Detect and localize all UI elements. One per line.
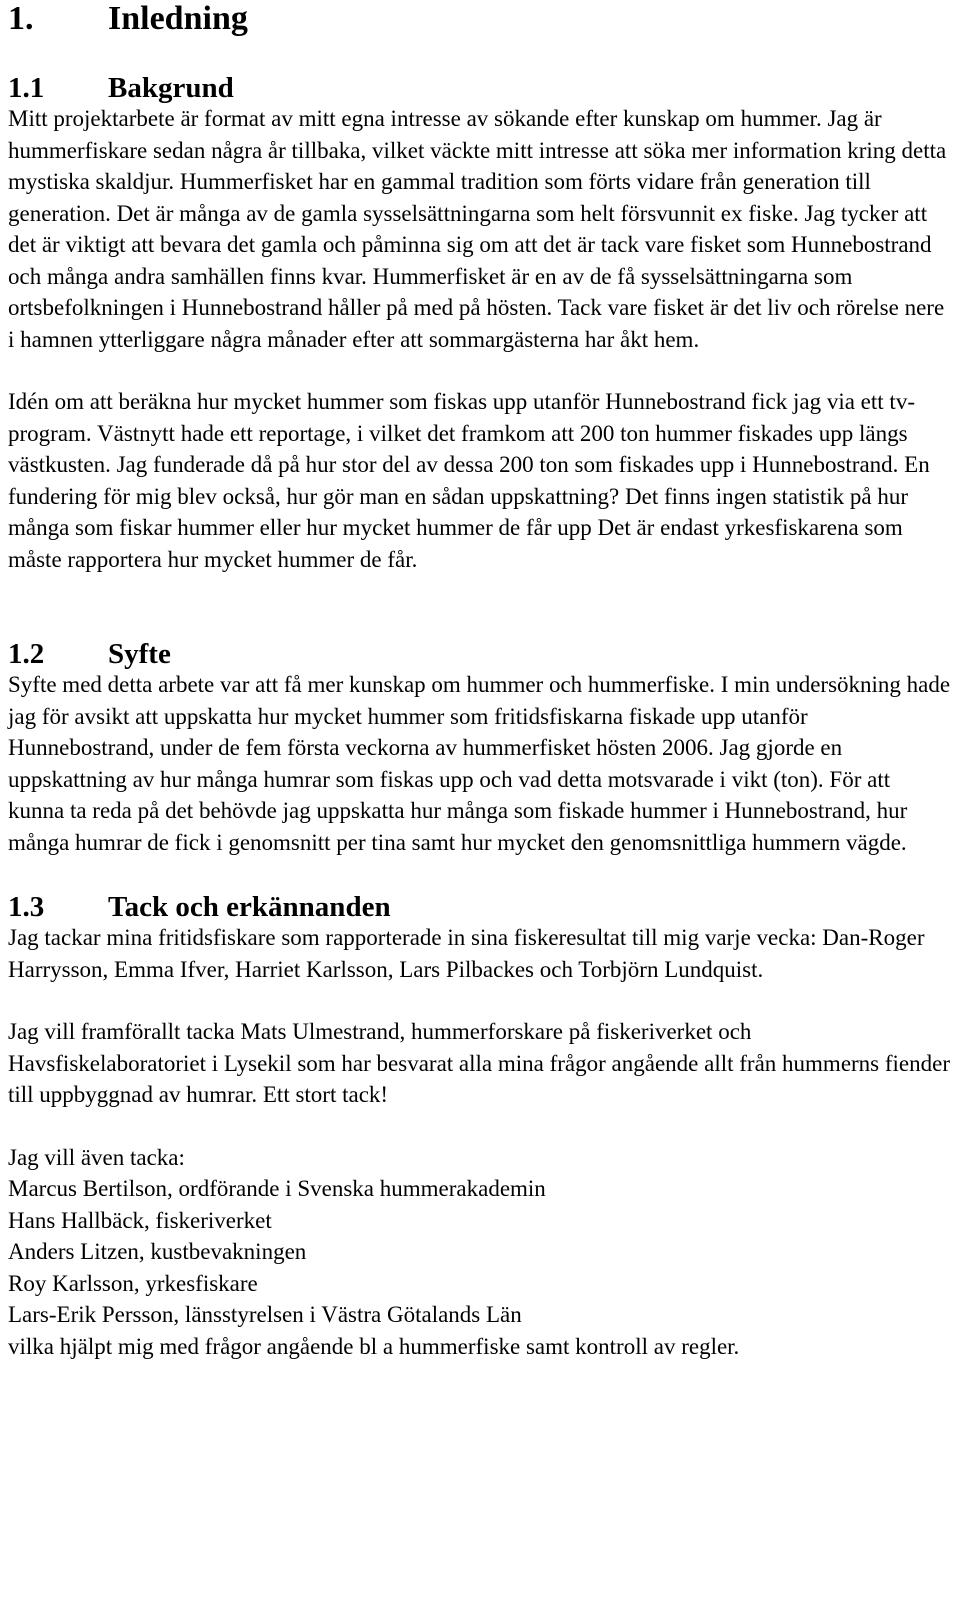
section-number: 1.1: [8, 72, 45, 104]
thanks-list-item: Anders Litzen, kustbevakningen: [8, 1239, 307, 1264]
section-number: 1.3: [8, 891, 45, 923]
thanks-list-item: Hans Hallbäck, fiskeriverket: [8, 1207, 272, 1233]
section-heading-tack: [8, 890, 952, 924]
thanks-intro: Jag vill även tacka:: [8, 1144, 185, 1170]
paragraph: Idén om att beräkna hur mycket hummer som fiskas upp utanför Hunnebostrand fick jag via ett tv-program. Västnytt hade ett reportage, i vilket det framkom att 200 ton hummer fiskades upp längs västkusten. Jag funderade då på hur stor del av dessa 200 ton som fiskades upp i Hunnebostrand. En fundering för mig blev också, hur gör man en sådan uppskattning? Det finns ingen statistik på hur många som fiskar hummer eller hur mycket hummer de får upp Det är endast yrkesfiskarena som måste rapportera hur mycket hummer de får.: [8, 389, 930, 572]
thanks-list-item: Lars-Erik Persson, länsstyrelsen i Västra Götalands Län: [8, 1302, 522, 1327]
section-title: Tack och erkännanden: [108, 891, 391, 923]
chapter-heading: [8, 0, 952, 38]
section-heading-bakgrund: [8, 71, 952, 105]
section-title: Syfte: [108, 638, 171, 670]
section-number: 1.2: [8, 638, 45, 670]
chapter-number: 1.: [8, 0, 34, 37]
chapter-title: Inledning: [108, 0, 248, 37]
thanks-outro: vilka hjälpt mig med frågor angående bl a hummerfiske samt kontroll av regler.: [8, 1333, 740, 1359]
paragraph: Mitt projektarbete är format av mitt egna intresse av sökande efter kunskap om hummer. Jag är hummerfiskare sedan några år tillbaka, vilket väckte mitt intresse att söka mer information kring detta mystiska skaldjur. Hummerfisket har en gammal tradition som förts vidare från generation till generation. Det är många av de gamla sysselsättningarna som helt försvunnit ex fiske. Jag tycker att det är viktigt att bevara det gamla och påminna sig om att det är tack vare fisket som Hunnebostrand och många andra samhällen finns kvar. Hummerfisket är en av de få sysselsättningarna som ortsbefolkningen i Hunnebostrand håller på med på hösten. Tack vare fisket är det liv och rörelse nere i hamnen ytterliggare några månader efter att sommargästerna har åkt hem.: [8, 106, 947, 352]
document-page: [8, 0, 952, 1362]
thanks-list-item: Marcus Bertilson, ordförande i Svenska hummerakademin: [8, 1176, 546, 1201]
section-heading-syfte: [8, 637, 952, 671]
paragraph: Syfte med detta arbete var att få mer kunskap om hummer och hummerfiske. I min undersökning hade jag för avsikt att uppskatta hur mycket hummer som fritidsfiskarna fiskade upp utanför Hunnebostrand, under de fem första veckorna av hummerfisket hösten 2006. Jag gjorde en uppskattning av hur många humrar som fiskas upp och vad detta motsvarade i vikt (ton). För att kunna ta reda på det behövde jag uppskatta hur många som fiskade hummer i Hunnebostrand, hur många humrar de fick i genomsnitt per tina samt hur mycket den genomsnittliga hummern vägde.: [8, 672, 951, 855]
paragraph: Jag tackar mina fritidsfiskare som rapporterade in sina fiskeresultat till mig varje vecka: Dan-Roger Harrysson, Emma Ifver, Harriet Karlsson, Lars Pilbackes och Torbjörn Lundquist.: [8, 925, 925, 982]
thanks-list-item: Roy Karlsson, yrkesfiskare: [8, 1270, 258, 1296]
paragraph: Jag vill framförallt tacka Mats Ulmestrand, hummerforskare på fiskeriverket och Havsfiskelaboratoriet i Lysekil som har besvarat alla mina frågor angående allt från hummerns fiender till uppbyggnad av humrar. Ett stort tack!: [8, 1019, 951, 1107]
section-title: Bakgrund: [108, 72, 234, 104]
